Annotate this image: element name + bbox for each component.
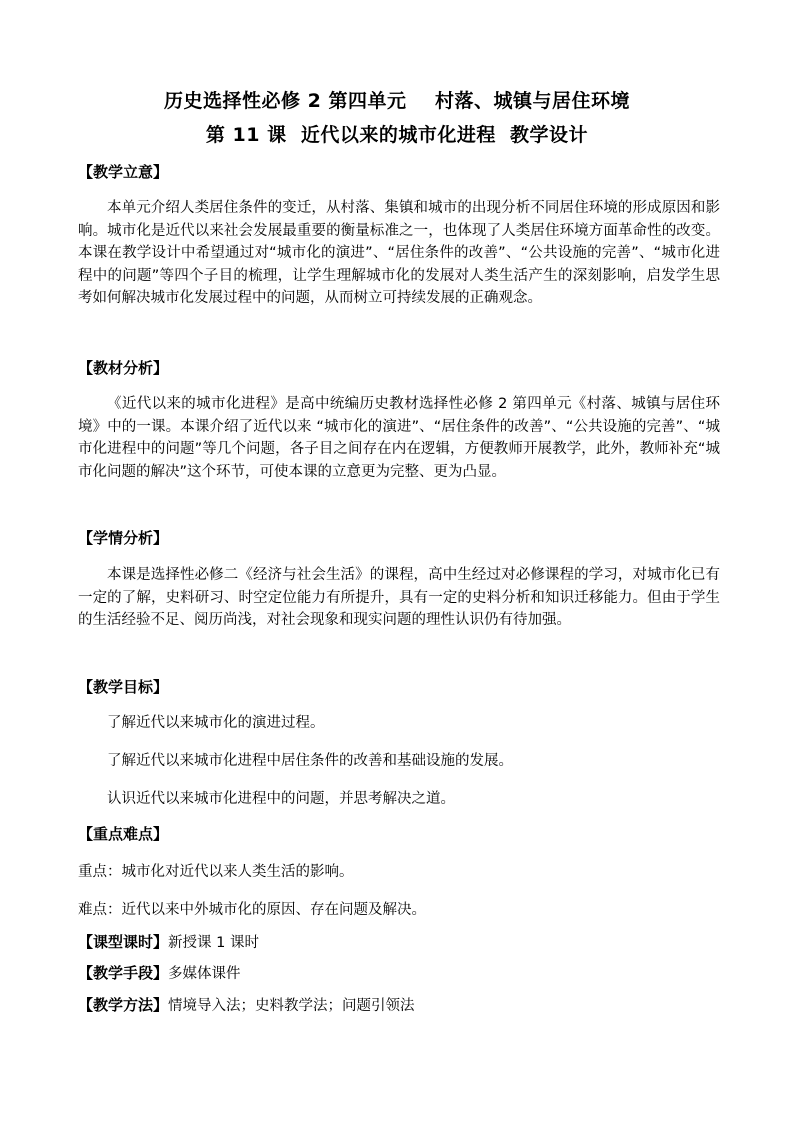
section-heading-teaching-intent: 【教学立意】	[78, 163, 169, 181]
section-heading-teaching-goals: 【教学目标】	[78, 678, 169, 696]
section-text-teaching-intent: 本单元介绍人类居住条件的变迁，从村落、集镇和城市的出现分析不同居住环境的形成原因和影响。城市化是近代以来社会发展最重要的衡量标准之一，也体现了人类居住环境方面革命性的改变。本课在教学设计中希望通过对“城市化的演进”、“居住条件的改善”、“公共设施的完善”、“城市化进程中的问题”等四个子目的梳理，让学生理解城市化的发展对人类生活产生的深刻影响，启发学生思考如何解决城市化发展过程中的问题，从而树立可持续发展的正确观念。	[78, 200, 720, 306]
document-title-unit: 历史选择性必修 2 第四单元 村落、城镇与居住环境	[164, 90, 630, 112]
section-heading-student-analysis: 【学情分析】	[78, 529, 169, 547]
teaching-means-row	[78, 962, 241, 983]
teaching-methods-row	[78, 994, 415, 1015]
section-heading-textbook-analysis: 【教材分析】	[78, 359, 169, 377]
document-title-lesson: 第 11 课 近代以来的城市化进程 教学设计	[205, 124, 589, 146]
teaching-methods-label: 【教学方法】	[78, 996, 169, 1014]
section-text-student-analysis: 本课是选择性必修二《经济与社会生活》的课程，高中生经过对必修课程的学习，对城市化已有一定的了解，史料研习、时空定位能力有所提升，具有一定的史料分析和知识迁移能力。但由于学生的生活经验不足、阅历尚浅，对社会现象和现实问题的理性认识仍有待加强。	[78, 567, 720, 628]
goal-item: 了解近代以来城市化进程中居住条件的改善和基础设施的发展。	[107, 753, 513, 769]
goal-item: 认识近代以来城市化进程中的问题，并思考解决之道。	[107, 791, 455, 807]
teaching-means-label: 【教学手段】	[78, 964, 169, 982]
section-heading-key-difficult: 【重点难点】	[78, 825, 169, 843]
lesson-type-row	[78, 931, 259, 952]
lesson-type-label: 【课型课时】	[78, 933, 169, 951]
section-text-textbook-analysis: 《近代以来的城市化进程》是高中统编历史教材选择性必修 2 第四单元《村落、城镇与居住环境》中的一课。本课介绍了近代以来 “城市化的演进”、“居住条件的改善”、“公共设施的完善”、“城市化进程中的问题”等几个问题，各子目之间存在内在逻辑，方便教师开展教学，此外，教师补充“城市化问题的解决”这个环节，可使本课的立意更为完整、更为凸显。	[78, 396, 720, 480]
teaching-methods-value: 情境导入法；史料教学法；问题引领法	[168, 998, 415, 1014]
teaching-means-value: 多媒体课件	[168, 966, 241, 982]
key-point-text: 重点：城市化对近代以来人类生活的影响。	[78, 864, 354, 880]
goal-item: 了解近代以来城市化的演进过程。	[107, 715, 325, 731]
difficult-point-text: 难点：近代以来中外城市化的原因、存在问题及解决。	[78, 902, 426, 918]
lesson-type-value: 新授课 1 课时	[168, 935, 259, 951]
